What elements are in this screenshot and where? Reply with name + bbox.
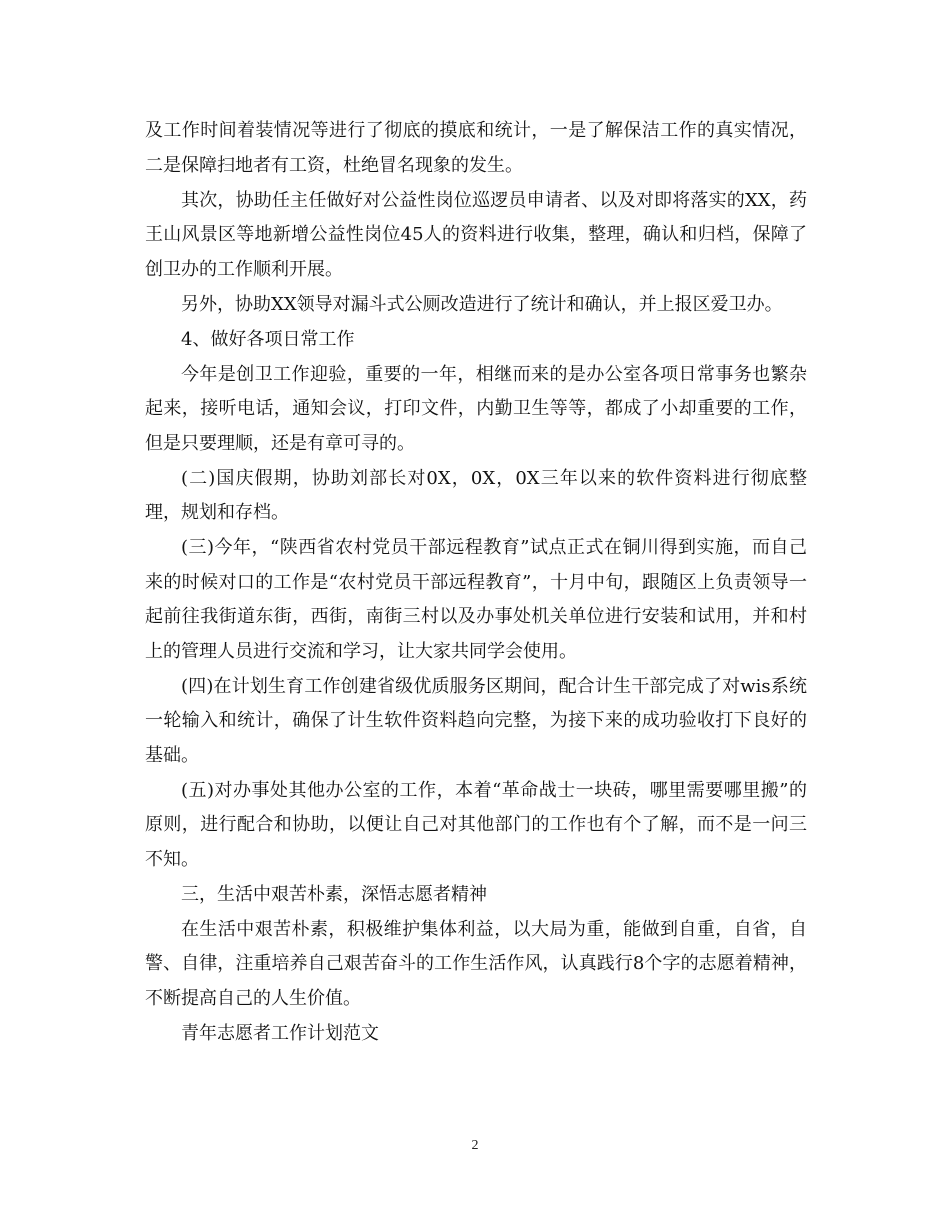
paragraph-11: 在生活中艰苦朴素，积极维护集体利益，以大局为重，能做到自重，自省，自警、自律，注重培养自己艰苦奋斗的工作生活作风，认真践行8个字的志愿着精神，不断提高自己的人生价值。 — [145, 918, 807, 1009]
page-number: 2 — [471, 1138, 479, 1153]
paragraph-1: 及工作时间着装情况等进行了彻底的摸底和统计，一是了解保洁工作的真实情况，二是保障扫地者有工资，杜绝冒名现象的发生。 — [145, 120, 807, 176]
closing-title: 青年志愿者工作计划范文 — [181, 1022, 379, 1044]
paragraph-7: (三)今年，“陕西省农村党员干部远程教育”试点正式在铜川得到实施，而自己来的时候对口的工作是“农村党员干部远程教育”，十月中旬，跟随区上负责领导一起前往我街道东街，西街，南街三村以及办事处机关单位进行安装和试用，并和村上的管理人员进行交流和学习，让大家共同学会使用。 — [145, 537, 807, 662]
section-heading-4: 4、做好各项日常工作 — [181, 328, 355, 350]
document-body — [145, 114, 807, 1052]
paragraph-9: (五)对办事处其他办公室的工作，本着“革命战士一块砖，哪里需要哪里搬”的原则，进行配合和协助，以便让自己对其他部门的工作也有个了解，而不是一问三不知。 — [145, 779, 807, 870]
paragraph-6: (二)国庆假期，协助刘部长对0X，0X，0X三年以来的软件资料进行彻底整理，规划和存档。 — [145, 467, 807, 523]
paragraph-5: 今年是创卫工作迎验，重要的一年，相继而来的是办公室各项日常事务也繁杂起来，接听电话，通知会议，打印文件，内勤卫生等等，都成了小却重要的工作，但是只要理顺，还是有章可寻的。 — [145, 363, 807, 454]
paragraph-3: 另外，协助XX领导对漏斗式公厕改造进行了统计和确认，并上报区爱卫办。 — [181, 293, 783, 315]
section-heading-3: 三，生活中艰苦朴素，深悟志愿者精神 — [181, 883, 487, 905]
paragraph-2: 其次，协助任主任做好对公益性岗位巡逻员申请者、以及对即将落实的XX，药王山风景区等地新增公益性岗位45人的资料进行收集，整理，确认和归档，保障了创卫办的工作顺利开展。 — [145, 189, 807, 280]
paragraph-8: (四)在计划生育工作创建省级优质服务区期间，配合计生干部完成了对wis系统一轮输入和统计，确保了计生软件资料趋向完整，为接下来的成功验收打下良好的基础。 — [145, 675, 807, 766]
